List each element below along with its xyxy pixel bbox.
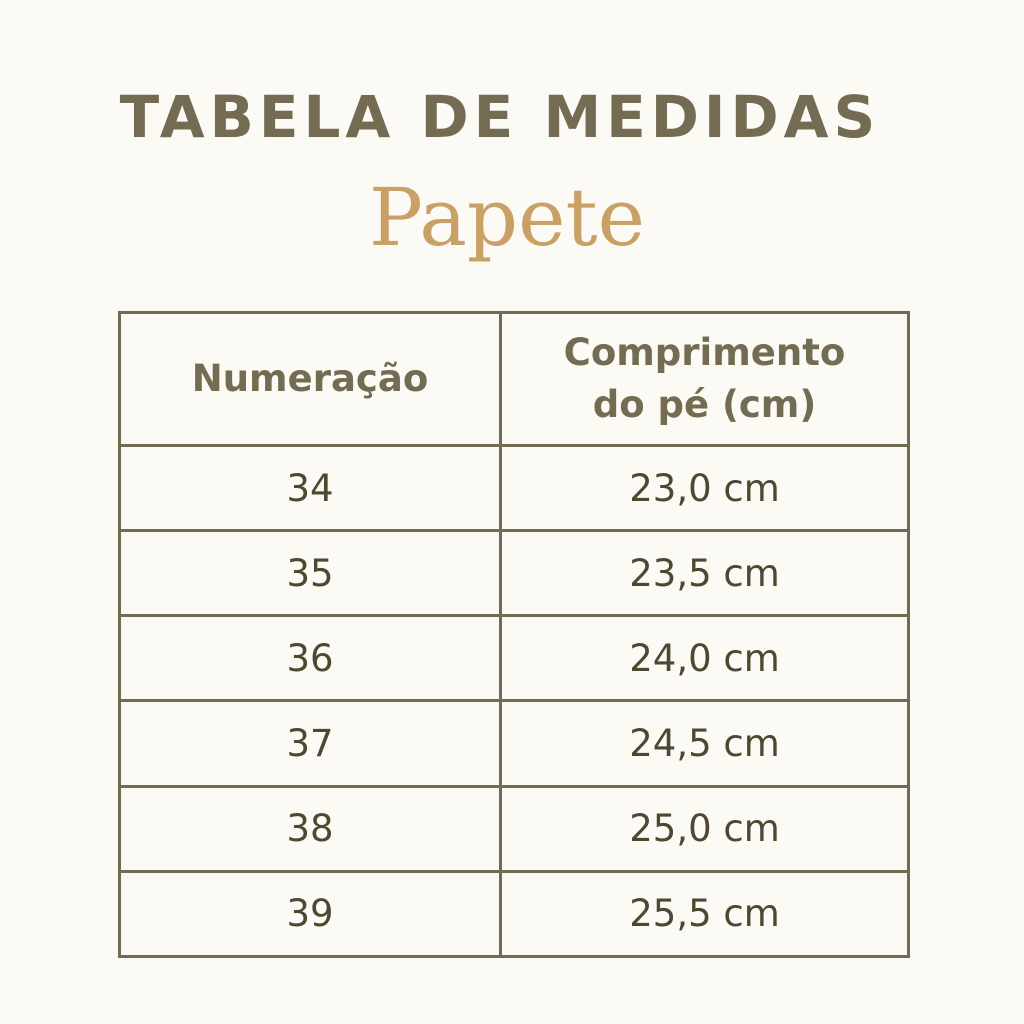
- size-cell: 36: [120, 616, 501, 701]
- page-title: TABELA DE MEDIDAS: [119, 83, 881, 151]
- size-cell: 39: [120, 871, 501, 956]
- table-row: [120, 871, 909, 956]
- table-row: [120, 531, 909, 616]
- length-cell: 24,0 cm: [501, 616, 909, 701]
- column-header-size: Numeração: [120, 313, 501, 446]
- size-cell: 35: [120, 531, 501, 616]
- column-header-length-label: Comprimento do pé (cm): [563, 331, 846, 426]
- size-cell: 38: [120, 786, 501, 871]
- table-row: [120, 786, 909, 871]
- size-table: [118, 311, 910, 958]
- table-row: [120, 616, 909, 701]
- length-cell: 25,0 cm: [501, 786, 909, 871]
- table-row: [120, 446, 909, 531]
- size-cell: 37: [120, 701, 501, 786]
- column-header-length: [501, 313, 909, 446]
- length-cell: 23,5 cm: [501, 531, 909, 616]
- length-cell: 23,0 cm: [501, 446, 909, 531]
- table-header-row: [120, 313, 909, 446]
- table-row: [120, 701, 909, 786]
- length-cell: 24,5 cm: [501, 701, 909, 786]
- page-subtitle: Papete: [369, 171, 645, 264]
- length-cell: 25,5 cm: [501, 871, 909, 956]
- size-cell: 34: [120, 446, 501, 531]
